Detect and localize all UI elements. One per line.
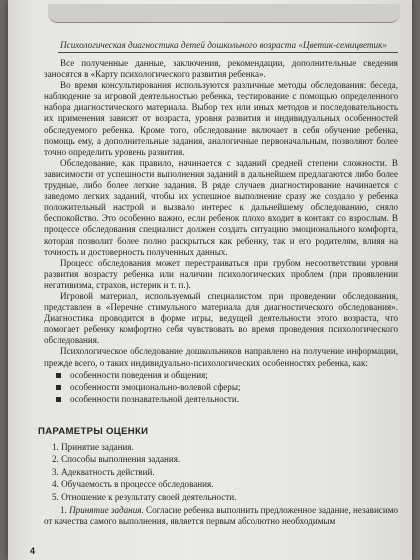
header-band bbox=[48, 4, 400, 23]
parameter-item: 3. Адекватность действий. bbox=[52, 466, 155, 477]
parameter-item: 5. Отношение к результату своей деятельности. bbox=[52, 491, 237, 502]
parameter-item: 1. Принятие задания. bbox=[52, 442, 134, 452]
section-heading: ПАРАМЕТРЫ ОЦЕНКИ bbox=[38, 426, 149, 437]
paragraph-play-material: Игровой материал, используемый специалистом при проведении обследования, представлен в «Перечне стимульного материала для диагностического обследования». Диагностика проводится в форме игры, ведущей деятельности этого возраста, что помогает ребенку комфортно себя чувствовать во время проведения психологического обследования. bbox=[44, 290, 398, 346]
closing-text: Согласие ребенка выполнить предложенное задание, независимо от качества самого выполнения, является первым абсолютно необходимым bbox=[44, 505, 399, 527]
square-bullet-icon bbox=[56, 385, 61, 390]
list-item-text: особенности поведения и общения; bbox=[70, 369, 208, 380]
list-item-text: особенности познавательной деятельности. bbox=[70, 393, 240, 404]
parameter-item: 2. Способы выполнения задания. bbox=[52, 454, 181, 465]
list-item-text: особенности эмоционально-волевой сферы; bbox=[70, 381, 241, 392]
title-rule bbox=[58, 52, 398, 53]
paragraph-aims: Психологическое обследование дошкольников направлено на получение информации, прежде всего, о таких индивидуально-психологических особенностях ребенка, как: bbox=[44, 346, 398, 368]
page-number: 4 bbox=[30, 546, 36, 556]
body-text bbox=[44, 58, 398, 408]
parameters-list bbox=[46, 441, 396, 503]
square-bullet-icon bbox=[56, 373, 61, 378]
list-item bbox=[44, 370, 398, 382]
closing-paragraph bbox=[44, 505, 398, 528]
paragraph-procedure: Обследование, как правило, начинается с заданий средней степени сложности. В зависимости от успешности выполнения заданий в дальнейшем предлагаются либо более трудные, либо более легкие задания. В ряде случаев диагностирование начинается с заведомо легких заданий, чтобы их успешное выполнение сразу же создало у ребенка положительный настрой и вызвало интерес к дальнейшему обследованию, сняло беспокойство. Это особенно важно, если ребенок плохо входит в контакт со взрослым. В процессе обследования специалист должен создать ситуацию эмоционального комфорта, которая позволит более полно раскрыться как ребенку, так и его родителям, влияя на точность и достоверность полученных данных. bbox=[44, 157, 398, 257]
parameter-item: 4. Обучаемость в процессе обследования. bbox=[52, 479, 214, 490]
closing-term: Принятие задания. bbox=[69, 505, 144, 515]
paragraph-restructuring: Процесс обследования может перестраиваться при грубом несоответствии уровня развития возрасту ребенка или наличии психологических проблем (при проявлении негативизма, страхов, истерик и т. п.). bbox=[44, 257, 398, 290]
list-item bbox=[44, 394, 398, 406]
list-item bbox=[44, 382, 398, 394]
running-title: Психологическая диагностика детей дошкольного возраста «Цветик-семицветик» bbox=[60, 40, 388, 50]
closing-prefix: 1. bbox=[60, 505, 70, 515]
paragraph-methods: Во время консультирования используются различные методы обследования: беседа, наблюдение за игровой деятельностью ребенка, тестирование с помощью определенного набора диагностического материала. Выбор тех или иных методов и последовательность их применения зависят от возраста, уровня развития и индивидуальных особенностей обследуемого ребенка. Кроме того, обследование включает в себя обучение ребенка, помощь ему, а дополнительные задания, аналогичные первоначальным, позволяют более точно определить уровень развития. bbox=[44, 80, 398, 157]
paragraph-card: Все полученные данные, заключения, рекомендации, дополнительные сведения заносятся в «Карту психологического развития ребенка». bbox=[44, 58, 398, 80]
square-bullet-icon bbox=[56, 397, 61, 402]
features-list bbox=[44, 370, 398, 406]
book-page bbox=[8, 0, 412, 560]
